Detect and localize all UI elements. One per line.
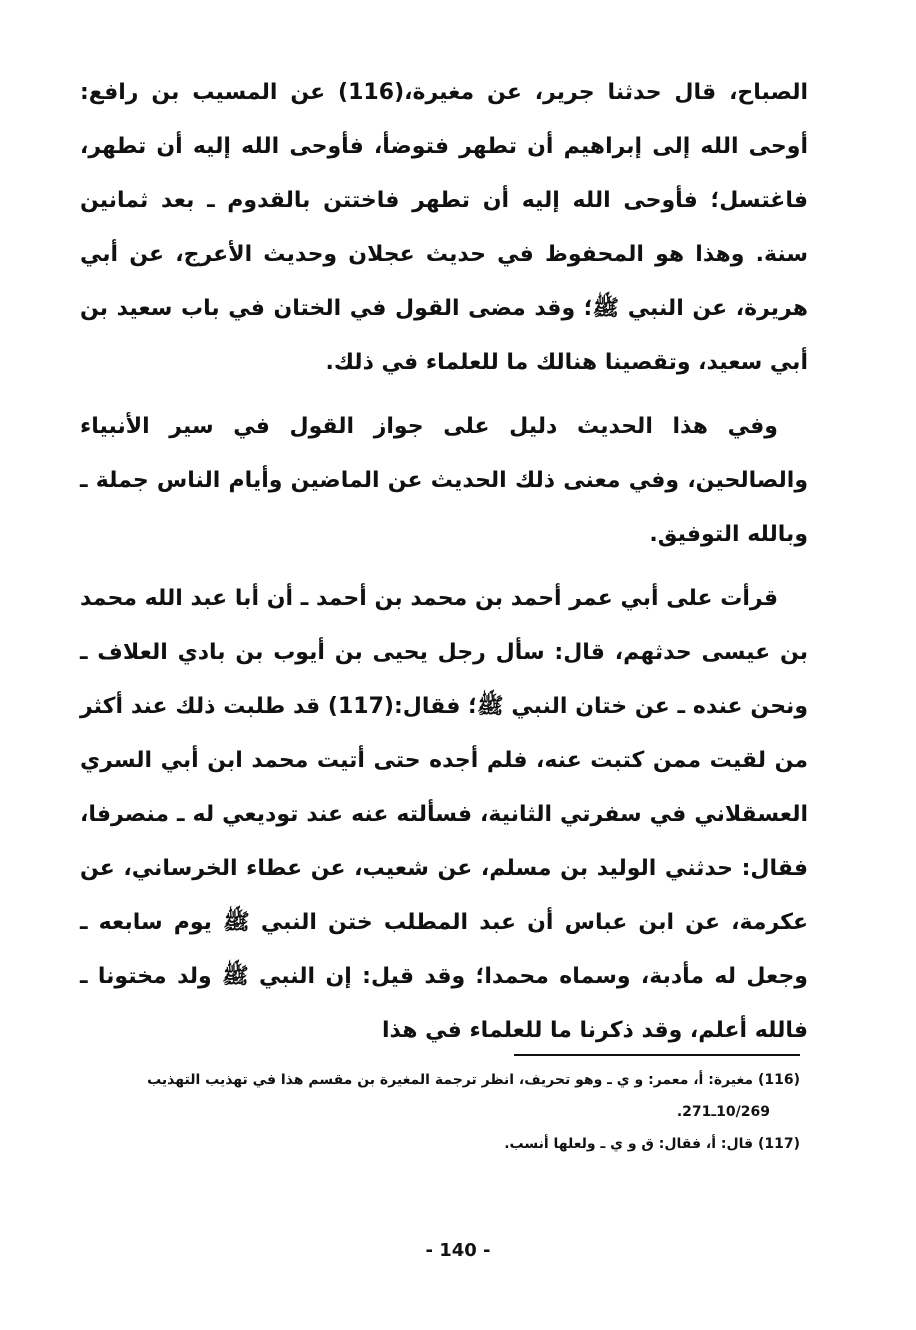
page-number: - 140 - (425, 1240, 491, 1261)
footnote-116-text: (116) مغيرة: أ، معمر: و ي ـ وهو تحريف، انظر ترجمة المغيرة بن مقسم هذا في تهذيب التهذيب (147, 1072, 800, 1088)
footnotes (84, 1064, 800, 1160)
paragraph-3: قرأت على أبي عمر أحمد بن محمد بن أحمد ـ أن أبا عبد الله محمد بن عيسى حدثهم، قال: سأل رجل يحيى بن أيوب بن بادي العلاف ـ ونحن عنده ـ عن ختان النبي ﷺ؛ فقال:(117) قد طلبت ذلك عند أكثر من لقيت ممن كتبت عنه، فلم أجده حتى أتيت محمد ابن أبي السري العسقلاني في سفرتي الثانية، فسألته عنه عند توديعي له ـ منصرفا، فقال: حدثني الوليد بن مسلم، عن شعيب، عن عطاء الخرساني، عن عكرمة، عن ابن عباس أن عبد المطلب ختن النبي ﷺ يوم سابعه ـ وجعل له مأدبة، وسماه محمدا؛ وقد قيل: إن النبي ﷺ ولد مختونا ـ فالله أعلم، وقد ذكرنا ما للعلماء في هذا (80, 586, 808, 1043)
footnote-separator (514, 1054, 800, 1056)
paragraph-2: وفي هذا الحديث دليل على جواز القول في سير الأنبياء والصالحين، وفي معنى ذلك الحديث عن الماضين وأيام الناس جملة ـ وبالله التوفيق. (80, 414, 808, 547)
paragraph-1: الصباح، قال حدثنا جرير، عن مغيرة،(116) عن المسيب بن رافع: أوحى الله إلى إبراهيم أن تطهر فتوضأ، فأوحى الله إليه أن تطهر، فاغتسل؛ فأوحى الله إليه أن تطهر فاختتن بالقدوم ـ بعد ثمانين سنة. وهذا هو المحفوظ في حديث عجلان وحديث الأعرج، عن أبي هريرة، عن النبي ﷺ؛ وقد مضى القول في الختان في باب سعيد بن أبي سعيد، وتقصينا هنالك ما للعلماء في ذلك. (80, 80, 808, 375)
footnote-117: (117) قال: أ، فقال: ق و ي ـ ولعلها أنسب. (504, 1136, 800, 1152)
main-text (80, 66, 808, 1058)
footnote-116-continuation: 10/269ـ271. (676, 1104, 770, 1120)
footnote-116 (84, 1064, 800, 1128)
